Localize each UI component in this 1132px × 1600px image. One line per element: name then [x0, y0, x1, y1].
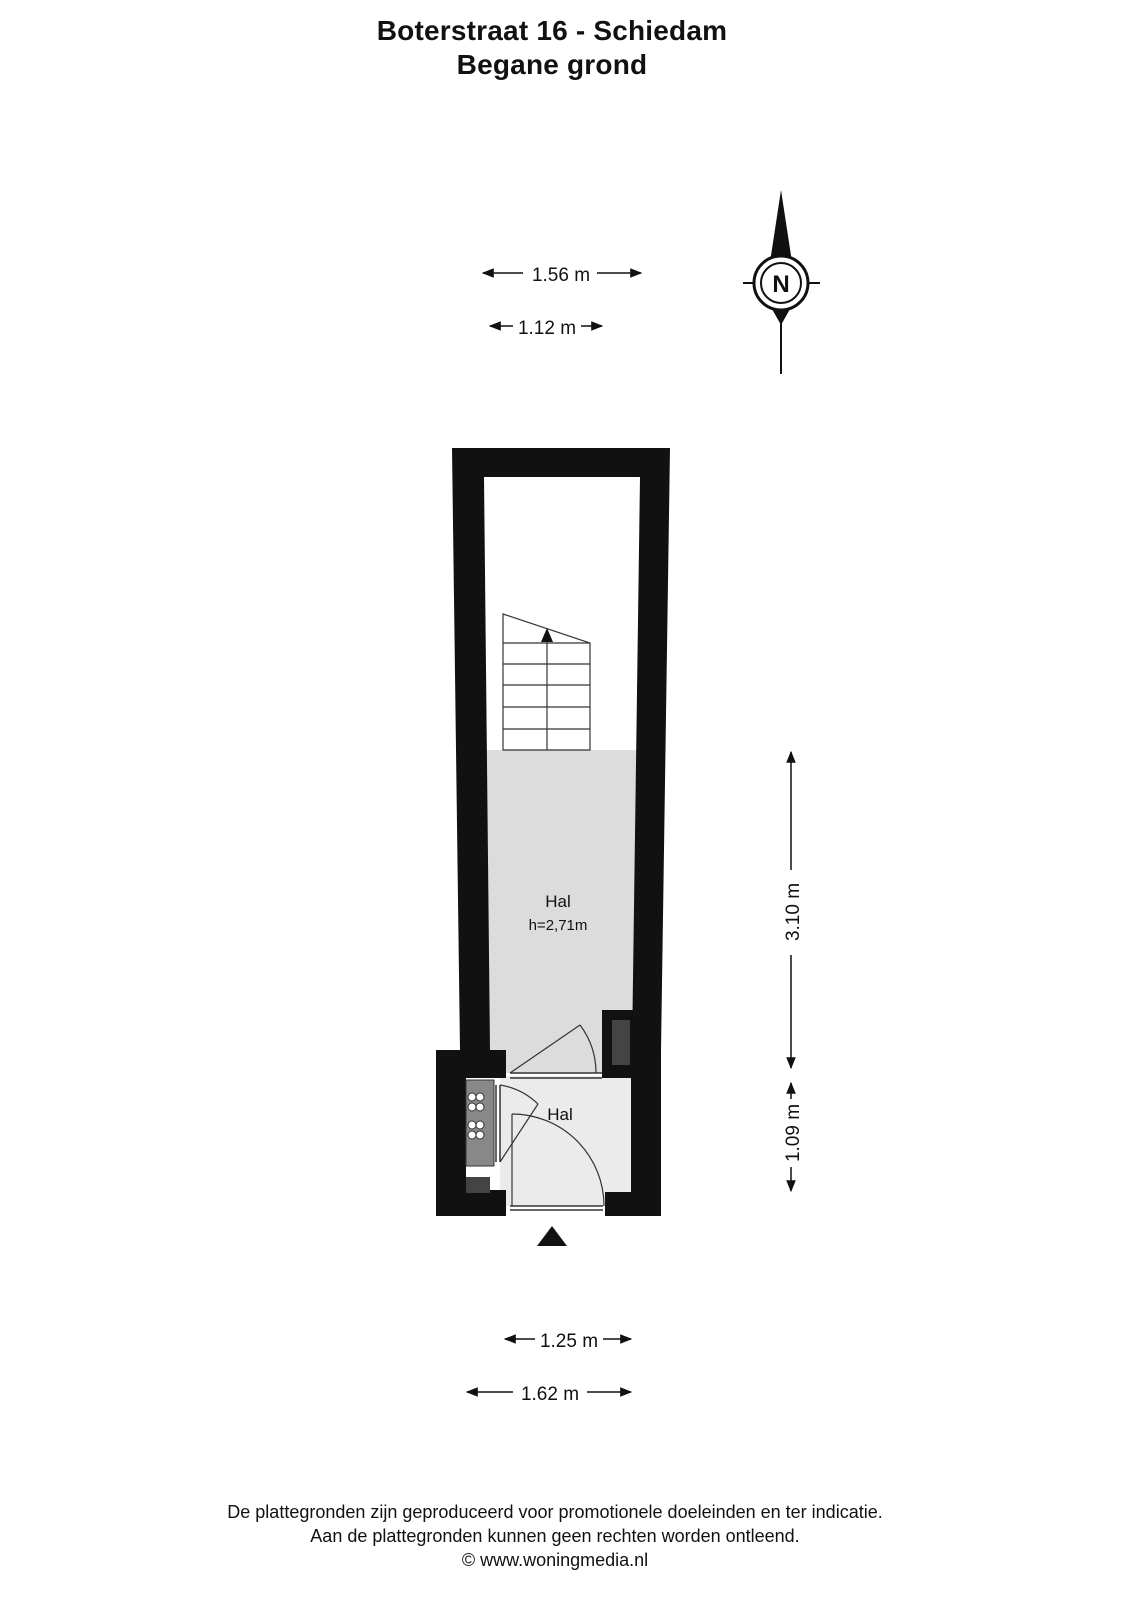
dimension-right-lower-label: 1.09 m	[783, 1103, 804, 1163]
dimension-bottom-inner	[505, 1331, 631, 1352]
room-main-hall-height: h=2,71m	[528, 917, 588, 934]
disclaimer-line-1: De plattegronden zijn geproduceerd voor promotionele doeleinden en ter indicatie.	[227, 1502, 883, 1522]
radiator	[466, 1177, 490, 1193]
dimension-bottom-outer	[467, 1384, 631, 1405]
disclaimer-line-2: Aan de plattegronden kunnen geen rechten worden ontleend.	[310, 1526, 800, 1546]
plan-title: Boterstraat 16 - Schiedam	[376, 15, 728, 46]
dimension-top-inner	[490, 318, 602, 339]
dimension-right-upper-label: 3.10 m	[783, 882, 804, 942]
entrance-arrow-icon	[537, 1226, 567, 1246]
floor-title: Begane grond	[456, 49, 648, 80]
dimension-right-lower	[783, 1083, 804, 1191]
dimension-top-outer	[483, 265, 641, 286]
copyright-line: © www.woningmedia.nl	[461, 1550, 649, 1570]
compass-icon	[743, 190, 820, 374]
room-main-hall-name: Hal	[545, 892, 571, 911]
wall-bottom-left	[436, 1190, 506, 1216]
cabinet-right	[612, 1020, 630, 1065]
compass-north-label: N	[772, 271, 790, 298]
wall-right-column	[631, 1050, 661, 1216]
dimension-bottom-outer-label: 1.62 m	[520, 1384, 580, 1405]
dimension-bottom-inner-label: 1.25 m	[539, 1331, 599, 1352]
dimension-right-upper	[783, 752, 804, 1068]
room-entry-hall-name: Hal	[547, 1105, 573, 1124]
dimension-top-outer-label: 1.56 m	[531, 265, 591, 286]
wall-left-inner	[436, 1050, 506, 1078]
dimension-top-inner-label: 1.12 m	[517, 318, 577, 339]
room-entry-hall-floor	[500, 1076, 631, 1206]
wall-bottom-right	[605, 1192, 661, 1216]
